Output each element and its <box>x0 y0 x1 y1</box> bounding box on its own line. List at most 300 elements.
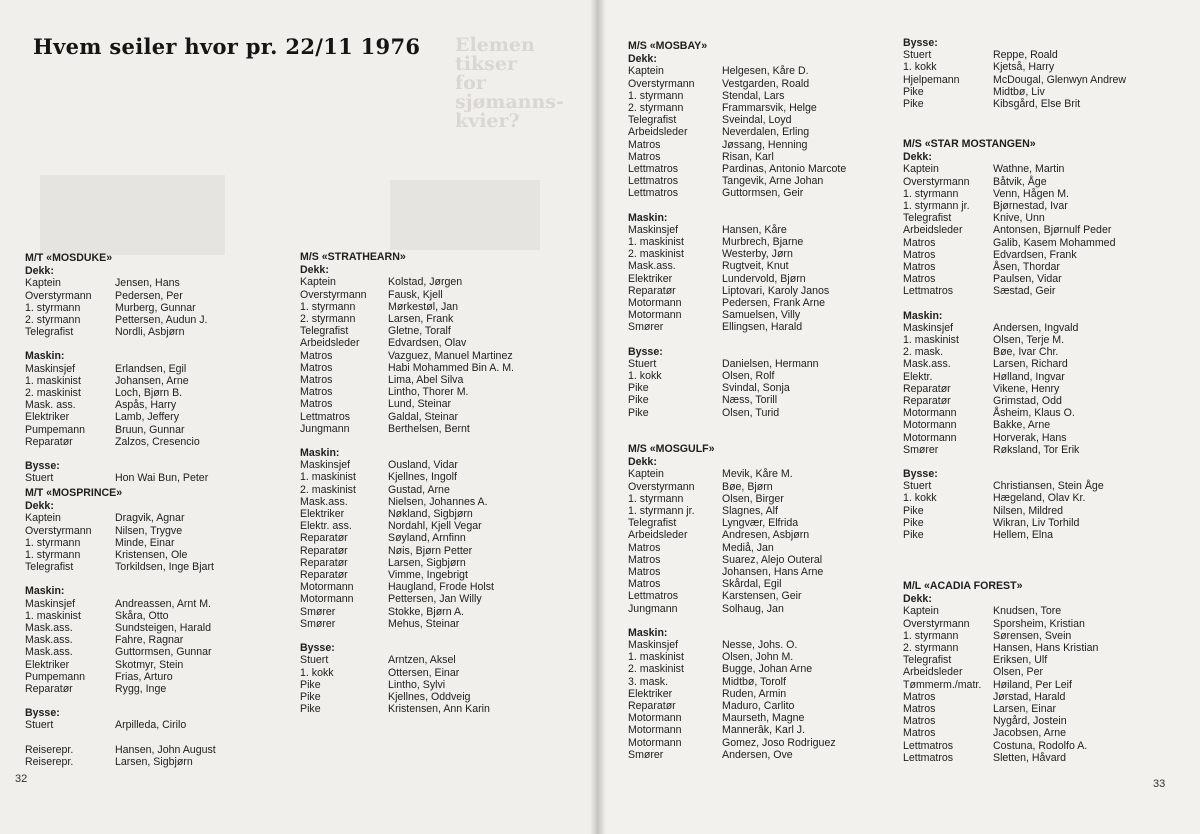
crew-name: Olsen, Per <box>993 666 1044 679</box>
crew-role: Overstyrmann <box>300 288 367 301</box>
crew-row <box>628 590 902 602</box>
crew-role: Reparatør <box>903 395 951 408</box>
crew-role: Motormann <box>628 736 682 749</box>
crew-role: Telegrafist <box>903 212 952 225</box>
crew-name: Mediå, Jan <box>722 541 774 554</box>
crew-name: Ottersen, Einar <box>388 666 460 679</box>
crew-row <box>25 375 265 387</box>
crew-role: Reparatør <box>300 556 348 569</box>
crew-row <box>628 139 902 151</box>
crew-row <box>25 659 265 671</box>
crew-name: Nordli, Asbjørn <box>115 326 185 339</box>
crew-role: Maskinsjef <box>25 597 76 610</box>
crew-role: Pike <box>903 504 924 517</box>
crew-role: Reparatør <box>628 284 676 297</box>
crew-row <box>903 358 1189 370</box>
crew-name: Jacobsen, Arne <box>993 727 1067 740</box>
crew-row <box>903 444 1189 456</box>
crew-name: Johansen, Arne <box>115 374 189 387</box>
ship-block <box>628 443 902 761</box>
crew-row <box>903 346 1189 358</box>
crew-row <box>300 508 548 520</box>
crew-name: Kjetså, Harry <box>993 61 1055 74</box>
crew-role: 1. maskinist <box>903 334 959 347</box>
crew-row <box>903 666 1189 678</box>
crew-row <box>903 200 1189 212</box>
crew-row <box>300 411 548 423</box>
crew-role: Smører <box>300 605 336 618</box>
crew-name: Knudsen, Tore <box>993 605 1062 618</box>
crew-role: Elektriker <box>300 508 345 521</box>
section-gap <box>903 298 1189 310</box>
crew-role: Overstyrmann <box>903 617 970 630</box>
crew-role: Smører <box>903 443 939 456</box>
crew-name: Bøe, Ivar Chr. <box>993 346 1059 359</box>
crew-row <box>628 639 902 651</box>
crew-name: Sundsteigen, Harald <box>115 622 211 635</box>
crew-name: Arntzen, Aksel <box>388 654 456 667</box>
crew-role: Motormann <box>300 593 354 606</box>
crew-row <box>628 273 902 285</box>
crew-name: Costuna, Rodolfo A. <box>993 739 1088 752</box>
crew-name: Bakke, Arne <box>993 419 1051 432</box>
crew-name: Andersen, Ingvald <box>993 321 1079 334</box>
crew-role: 1. maskinist <box>628 236 684 249</box>
crew-name: Vestgarden, Roald <box>722 77 810 90</box>
crew-row <box>25 561 265 573</box>
crew-name: Maduro, Carlito <box>722 700 795 713</box>
crew-role: Matros <box>903 261 936 274</box>
crew-row <box>903 752 1189 764</box>
page-title: Hvem seiler hvor pr. 22/11 1976 <box>33 34 421 59</box>
crew-row <box>903 212 1189 224</box>
crew-name: Kjellnes, Ingolf <box>388 471 457 484</box>
crew-role: 1. maskinist <box>300 471 356 484</box>
section-label: Maskin: <box>25 585 65 598</box>
crew-name: Sletten, Håvard <box>993 751 1067 764</box>
crew-name: Rygg, Inge <box>115 683 167 696</box>
crew-role: 1. maskinist <box>25 609 81 622</box>
book-gutter <box>590 0 606 834</box>
crew-row <box>903 285 1189 297</box>
crew-row <box>25 683 265 695</box>
crew-name: Høiland, Per Leif <box>993 678 1072 691</box>
crew-row <box>903 492 1189 504</box>
crew-role: Matros <box>903 690 936 703</box>
crew-role: Reparatør <box>300 569 348 582</box>
crew-name: Nilsen, Mildred <box>993 504 1064 517</box>
crew-row <box>25 326 265 338</box>
crew-role: Overstyrmann <box>903 175 970 188</box>
crew-name: Liptovari, Karoly Janos <box>722 284 830 297</box>
crew-role: 2. styrmann <box>300 313 356 326</box>
ship-block <box>903 580 1189 764</box>
section-label: Maskin: <box>300 447 340 460</box>
crew-name: Sveindal, Loyd <box>722 114 792 127</box>
crew-row <box>628 78 902 90</box>
crew-row <box>25 719 265 731</box>
crew-name: Galdal, Steinar <box>388 410 459 423</box>
crew-name: Maurseth, Magne <box>722 712 805 725</box>
crew-row <box>628 663 902 675</box>
crew-row <box>628 517 902 529</box>
crew-name: Larsen, Sigbjørn <box>388 556 466 569</box>
crew-row <box>903 407 1189 419</box>
crew-name: Pettersen, Audun J. <box>115 314 208 327</box>
crew-row <box>903 529 1189 541</box>
crew-row <box>903 176 1189 188</box>
crew-name: Andreassen, Arnt M. <box>115 597 211 610</box>
crew-role: Reparatør <box>903 382 951 395</box>
crew-role: Elektriker <box>25 658 70 671</box>
crew-role: Overstyrmann <box>25 524 92 537</box>
crew-role: Pike <box>300 678 321 691</box>
crew-role: Matros <box>300 361 333 374</box>
crew-row <box>903 605 1189 617</box>
crew-row <box>300 276 548 288</box>
crew-name: Midtbø, Liv <box>993 85 1045 98</box>
crew-role: Telegrafist <box>903 654 952 667</box>
crew-role: 1. styrmann <box>25 536 81 549</box>
crew-row <box>25 622 265 634</box>
crew-name: Gomez, Joso Rodriguez <box>722 736 836 749</box>
crew-name: Frammarsvik, Helge <box>722 102 817 115</box>
crew-role: Maskinsjef <box>25 362 76 375</box>
crew-row <box>903 395 1189 407</box>
crew-row <box>903 679 1189 691</box>
crew-role: 1. styrmann <box>25 549 81 562</box>
crew-row <box>903 432 1189 444</box>
crew-row <box>628 187 902 199</box>
crew-name: Skåra, Otto <box>115 609 169 622</box>
crew-role: Matros <box>300 349 333 362</box>
crew-name: Torkildsen, Inge Bjart <box>115 561 214 574</box>
crew-name: Johansen, Hans Arne <box>722 566 824 579</box>
crew-name: Andersen, Ove <box>722 748 793 761</box>
section-label: Bysse: <box>628 345 663 358</box>
crew-name: Christiansen, Stein Åge <box>993 480 1104 493</box>
crew-name: Hægeland, Olav Kr. <box>993 492 1086 505</box>
section-label: Dekk: <box>300 264 329 277</box>
ship-name: M/S «STAR MOSTANGEN» <box>903 138 1036 150</box>
crew-row <box>628 737 902 749</box>
crew-role: Arbeidsleder <box>628 126 688 139</box>
section-label: Dekk: <box>628 53 657 66</box>
crew-name: Lund, Steinar <box>388 398 452 411</box>
crew-role: Arbeidsleder <box>628 529 688 542</box>
crew-role: Kaptein <box>25 512 61 525</box>
crew-name: Nygård, Jostein <box>993 715 1067 728</box>
crew-name: Risan, Karl <box>722 150 774 163</box>
crew-row <box>25 399 265 411</box>
crew-role: Pike <box>300 690 321 703</box>
crew-role: Matros <box>628 541 661 554</box>
crew-row <box>903 654 1189 666</box>
section-label: Bysse: <box>903 468 938 481</box>
crew-name: Reppe, Roald <box>993 49 1058 62</box>
section-label: Dekk: <box>903 151 932 164</box>
crew-row <box>300 362 548 374</box>
crew-role: Matros <box>628 566 661 579</box>
crew-row <box>903 98 1189 110</box>
crew-row <box>300 691 548 703</box>
crew-name: Murberg, Gunnar <box>115 301 196 314</box>
crew-name: Olsen, Terje M. <box>993 334 1065 347</box>
crew-name: Hansen, Hans Kristian <box>993 642 1099 655</box>
section-label: Bysse: <box>300 642 335 655</box>
crew-row <box>903 727 1189 739</box>
crew-role: Motormann <box>903 419 957 432</box>
crew-row <box>300 667 548 679</box>
crew-role: 2. styrmann <box>628 102 684 115</box>
crew-name: Hellem, Elna <box>993 529 1054 542</box>
crew-role: 1. kokk <box>628 370 662 383</box>
crew-name: Berthelsen, Bernt <box>388 422 470 435</box>
crew-name: Olsen, Turid <box>722 406 780 419</box>
crew-name: Skårdal, Egil <box>722 578 782 591</box>
crew-name: Vikene, Henry <box>993 382 1060 395</box>
crew-name: Larsen, Richard <box>993 358 1068 371</box>
crew-role: Mask. ass. <box>25 399 76 412</box>
crew-role: Motormann <box>903 407 957 420</box>
crew-name: Lamb, Jeffery <box>115 411 179 424</box>
crew-row <box>628 102 902 114</box>
crew-role: Pike <box>628 382 649 395</box>
section-gap <box>25 448 265 460</box>
crew-name: Rugtveit, Knut <box>722 260 789 273</box>
crew-name: Murbrech, Bjarne <box>722 236 804 249</box>
bleed-through-text: Elemen tikser for sjømanns- kvier? <box>455 34 564 132</box>
ship-name: M/T «MOSPRINCE» <box>25 487 123 499</box>
crew-row <box>903 517 1189 529</box>
crew-row <box>300 386 548 398</box>
crew-name: Loch, Bjørn B. <box>115 387 183 400</box>
crew-name: Bjørnestad, Ivar <box>993 200 1068 213</box>
crew-role: Elektr. <box>903 370 933 383</box>
crew-row <box>25 634 265 646</box>
crew-role: Pike <box>903 516 924 529</box>
crew-role: 2. maskinist <box>628 663 684 676</box>
crew-role: Motormann <box>300 581 354 594</box>
crew-role: Reparatør <box>300 532 348 545</box>
crew-row <box>25 314 265 326</box>
crew-role: Pumpemann <box>25 423 86 436</box>
section-label: Dekk: <box>903 593 932 606</box>
crew-role: Elektriker <box>628 687 673 700</box>
crew-role: 1. styrmann <box>628 492 684 505</box>
crew-row <box>25 646 265 658</box>
crew-row <box>903 61 1189 73</box>
crew-name: Kjellnes, Oddveig <box>388 690 471 703</box>
crew-row <box>628 603 902 615</box>
crew-name: Larsen, Einar <box>993 703 1057 716</box>
crew-row <box>628 260 902 272</box>
section-gap <box>300 435 548 447</box>
crew-row <box>628 65 902 77</box>
crew-role: Pike <box>300 703 321 716</box>
crew-name: Pedersen, Per <box>115 289 183 302</box>
crew-row <box>628 358 902 370</box>
crew-row <box>628 724 902 736</box>
crew-role: Telegrafist <box>628 517 677 530</box>
crew-role: Lettmatros <box>903 285 954 298</box>
crew-role: 2. styrmann <box>903 642 959 655</box>
crew-row <box>300 471 548 483</box>
crew-row <box>300 654 548 666</box>
crew-name: Fahre, Ragnar <box>115 634 184 647</box>
section-gap <box>628 200 902 212</box>
crew-role: 1. maskinist <box>25 374 81 387</box>
crew-row <box>628 468 902 480</box>
crew-role: Kaptein <box>903 605 939 618</box>
crew-role: 1. kokk <box>903 492 937 505</box>
crew-role: 2. maskinist <box>628 248 684 261</box>
crew-name: Søyland, Arnfinn <box>388 532 466 545</box>
crew-role: Arbeidsleder <box>903 666 963 679</box>
crew-role: Maskinsjef <box>300 459 351 472</box>
crew-row <box>25 610 265 622</box>
crew-role: 1. styrmann jr. <box>628 505 695 518</box>
crew-row <box>628 578 902 590</box>
crew-name: Mørkestøl, Jan <box>388 300 459 313</box>
section-label: Dekk: <box>25 500 54 513</box>
crew-row <box>300 325 548 337</box>
crew-name: Habi Mohammed Bin A. M. <box>388 361 514 374</box>
crew-name: Kibsgård, Else Brit <box>993 98 1081 111</box>
crew-name: Zalzos, Cresencio <box>115 435 200 448</box>
crew-row <box>25 744 265 756</box>
crew-row <box>628 370 902 382</box>
crew-row <box>628 394 902 406</box>
crew-row <box>903 703 1189 715</box>
crew-name: Nøis, Bjørn Petter <box>388 544 473 557</box>
crew-role: Lettmatros <box>300 410 351 423</box>
crew-role: Matros <box>628 138 661 151</box>
crew-role: 1. maskinist <box>628 651 684 664</box>
crew-name: Antonsen, Bjørnulf Peder <box>993 224 1112 237</box>
crew-row <box>300 337 548 349</box>
crew-row <box>25 671 265 683</box>
crew-name: Nilsen, Trygve <box>115 524 183 537</box>
crew-name: Ruden, Armin <box>722 687 787 700</box>
crew-row <box>903 334 1189 346</box>
crew-role: Stuert <box>628 357 657 370</box>
crew-name: Gletne, Toralf <box>388 325 451 338</box>
crew-row <box>300 520 548 532</box>
crew-role: Lettmatros <box>628 187 679 200</box>
crew-role: Pike <box>903 85 924 98</box>
crew-role: Telegrafist <box>300 325 349 338</box>
crew-name: Guttormsen, Geir <box>722 187 804 200</box>
crew-row <box>300 374 548 386</box>
crew-row <box>300 679 548 691</box>
crew-name: Olsen, Birger <box>722 492 784 505</box>
crew-role: 1. kokk <box>903 61 937 74</box>
crew-name: Edvardsen, Frank <box>993 248 1077 261</box>
crew-row <box>300 557 548 569</box>
crew-row <box>628 566 902 578</box>
crew-row <box>300 484 548 496</box>
crew-name: Haugland, Frode Holst <box>388 581 494 594</box>
crew-role: 1. kokk <box>300 666 334 679</box>
crew-row <box>300 569 548 581</box>
crew-name: Ousland, Vidar <box>388 459 458 472</box>
crew-row <box>25 549 265 561</box>
crew-row <box>628 126 902 138</box>
crew-row <box>300 459 548 471</box>
crew-name: McDougal, Glenwyn Andrew <box>993 73 1127 86</box>
crew-role: Kaptein <box>628 65 664 78</box>
crew-row <box>628 407 902 419</box>
crew-row <box>25 387 265 399</box>
crew-role: Overstyrmann <box>25 289 92 302</box>
crew-name: Næss, Torill <box>722 394 778 407</box>
crew-row <box>903 630 1189 642</box>
ship-name: M/S «MOSBAY» <box>628 40 708 52</box>
crew-row <box>903 715 1189 727</box>
crew-role: 1. styrmann <box>25 301 81 314</box>
crew-role: Mask.ass. <box>300 495 348 508</box>
crew-name: Midtbø, Torolf <box>722 675 786 688</box>
crew-name: Båtvik, Åge <box>993 175 1047 188</box>
crew-name: Stendal, Lars <box>722 89 785 102</box>
crew-role: 1. styrmann jr. <box>903 200 970 213</box>
crew-role: Matros <box>300 374 333 387</box>
section-label: Bysse: <box>25 460 60 473</box>
crew-row <box>25 472 265 484</box>
crew-role: Pike <box>903 529 924 542</box>
crew-row <box>25 277 265 289</box>
crew-role: Telegrafist <box>25 561 74 574</box>
crew-name: Bruun, Gunnar <box>115 423 185 436</box>
crew-name: Olsen, Rolf <box>722 370 775 383</box>
crew-name: Vazguez, Manuel Martinez <box>388 349 513 362</box>
crew-row <box>628 285 902 297</box>
crew-name: Kristensen, Ann Karin <box>388 703 490 716</box>
section-label: Dekk: <box>628 456 657 469</box>
crew-role: Elektr. ass. <box>300 520 352 533</box>
crew-name: Røksland, Tor Erik <box>993 443 1080 456</box>
crew-row <box>903 642 1189 654</box>
ship-block <box>903 138 1189 541</box>
crew-row <box>25 436 265 448</box>
crew-role: Reiserepr. <box>25 755 74 768</box>
crew-name: Frias, Arturo <box>115 670 173 683</box>
crew-role: Overstyrmann <box>628 77 695 90</box>
section-label: Maskin: <box>628 211 668 224</box>
crew-role: 2. styrmann <box>25 314 81 327</box>
crew-name: Hølland, Ingvar <box>993 370 1065 383</box>
crew-name: Lyngvær, Elfrida <box>722 517 799 530</box>
crew-role: 3. mask. <box>628 675 669 688</box>
crew-name: Hansen, John August <box>115 743 216 756</box>
crew-row <box>903 188 1189 200</box>
crew-name: Venn, Hågen M. <box>993 187 1069 200</box>
crew-name: Hon Wai Bun, Peter <box>115 472 209 485</box>
crew-role: Maskinsjef <box>628 223 679 236</box>
crew-row <box>903 224 1189 236</box>
crew-name: Tangevik, Arne Johan <box>722 175 824 188</box>
crew-role: Reparatør <box>25 435 73 448</box>
crew-name: Andresen, Asbjørn <box>722 529 810 542</box>
section-label: Bysse: <box>25 707 60 720</box>
crew-role: Telegrafist <box>628 114 677 127</box>
crew-row <box>300 593 548 605</box>
crew-name: Bøe, Bjørn <box>722 480 773 493</box>
crew-name: Dragvik, Agnar <box>115 512 185 525</box>
crew-role: Kaptein <box>628 468 664 481</box>
crew-row <box>903 691 1189 703</box>
